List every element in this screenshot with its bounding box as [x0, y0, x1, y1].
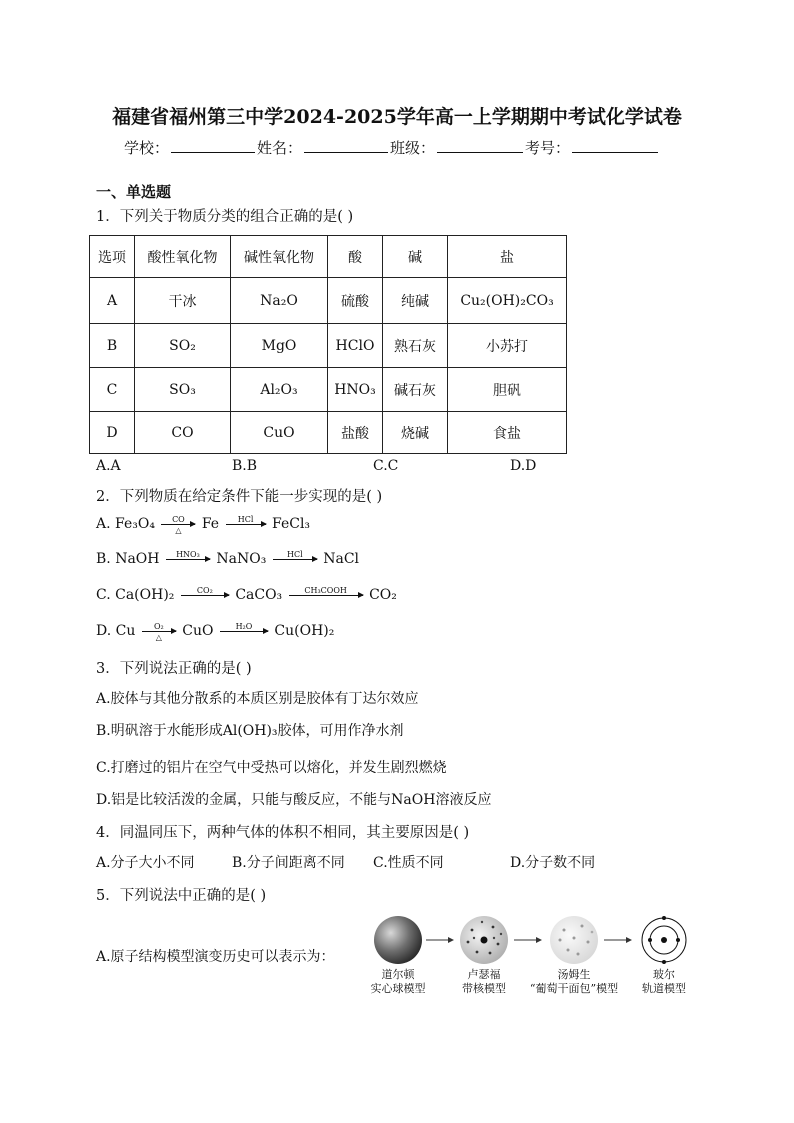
model-desc: “葡萄干面包”模型 — [529, 982, 619, 995]
reaction-arrow — [226, 514, 266, 525]
option-letter: C. — [96, 587, 116, 603]
model-name: 玻尔 — [653, 968, 675, 981]
name-blank[interactable] — [304, 136, 388, 153]
header-cell: 选项 — [90, 236, 135, 278]
arrow-condition: HCl — [286, 549, 303, 559]
arrow-condition: HCl — [237, 514, 254, 524]
table-cell: MgO — [231, 324, 328, 368]
student-info — [124, 136, 660, 158]
table-cell: C — [90, 368, 135, 412]
model-desc: 实心球模型 — [370, 982, 426, 995]
table-cell: CO — [135, 412, 231, 454]
model-name: 汤姆生 — [557, 968, 591, 981]
header-cell: 酸性氧化物 — [135, 236, 231, 278]
thomson-plum-pudding-icon — [550, 916, 598, 964]
header-cell: 碱 — [383, 236, 448, 278]
option-letter: D. — [96, 623, 116, 639]
rutherford-nuclear-model-icon — [460, 916, 508, 964]
model-label-rutherford — [450, 968, 518, 996]
table-header-row — [90, 236, 567, 278]
model-label-dalton — [364, 968, 432, 996]
table-cell: 小苏打 — [448, 324, 567, 368]
arrow-condition: H₂O — [235, 621, 253, 631]
table-cell: 食盐 — [448, 412, 567, 454]
table-cell: 碱石灰 — [383, 368, 448, 412]
formula: FeCl₃ — [272, 516, 311, 532]
q2-option-c[interactable] — [96, 587, 397, 603]
table-row — [90, 324, 567, 368]
school-blank[interactable] — [171, 136, 255, 153]
q5-option-a[interactable]: A.原子结构模型演变历史可以表示为： — [96, 949, 335, 965]
q2-option-d[interactable] — [96, 621, 335, 642]
q4-stem: 4．同温同压下，两种气体的体积不相同，其主要原因是( ) — [96, 825, 470, 841]
model-desc: 带核模型 — [462, 982, 506, 995]
arrow-condition: CO₂ — [196, 585, 213, 595]
arrow-condition: △ — [175, 525, 182, 535]
table-cell: D — [90, 412, 135, 454]
q3-option-d[interactable]: D.铝是比较活泼的金属，只能与酸反应，不能与NaOH溶液反应 — [96, 792, 492, 808]
table-row — [90, 278, 567, 324]
table-cell: 盐酸 — [328, 412, 383, 454]
table-cell: Na₂O — [231, 278, 328, 324]
class-blank[interactable] — [437, 136, 523, 153]
q5-stem: 5．下列说法中正确的是( ) — [96, 888, 267, 904]
formula: Fe₃O₄ — [115, 516, 155, 532]
option-letter: B. — [96, 551, 116, 567]
arrow-condition: O₂ — [153, 621, 164, 631]
table-cell: 干冰 — [135, 278, 231, 324]
model-name: 道尔顿 — [381, 968, 415, 981]
formula: Cu(OH)₂ — [274, 623, 335, 639]
table-cell: 烧碱 — [383, 412, 448, 454]
q2-stem: 2．下列物质在给定条件下能一步实现的是( ) — [96, 489, 383, 505]
q4-option-a[interactable]: A.分子大小不同 — [96, 855, 195, 871]
table-cell: A — [90, 278, 135, 324]
table-cell: 胆矾 — [448, 368, 567, 412]
table-cell: Al₂O₃ — [231, 368, 328, 412]
formula: NaCl — [323, 551, 360, 567]
q4-option-b[interactable]: B.分子间距离不同 — [232, 855, 345, 871]
formula: NaOH — [115, 551, 160, 567]
header-cell: 盐 — [448, 236, 567, 278]
q3-option-c[interactable]: C.打磨过的铝片在空气中受热可以熔化，并发生剧烈燃烧 — [96, 760, 447, 776]
formula: CaCO₃ — [235, 587, 283, 603]
school-label: 学校： — [124, 139, 170, 157]
arrow-condition: HNO₃ — [176, 549, 200, 559]
q1-stem: 1．下列关于物质分类的组合正确的是( ) — [96, 209, 354, 225]
section-heading: 一、单选题 — [96, 183, 172, 201]
table-row — [90, 368, 567, 412]
formula: CO₂ — [369, 587, 397, 603]
table-cell: B — [90, 324, 135, 368]
q1-option-d[interactable]: D.D — [510, 458, 537, 474]
reaction-arrow — [289, 585, 363, 596]
table-cell: 熟石灰 — [383, 324, 448, 368]
q4-option-c[interactable]: C.性质不同 — [373, 855, 444, 871]
q1-table — [89, 235, 567, 454]
table-cell: HNO₃ — [328, 368, 383, 412]
q2-option-b[interactable] — [96, 551, 359, 567]
table-cell: CuO — [231, 412, 328, 454]
q4-option-d[interactable]: D.分子数不同 — [510, 855, 596, 871]
table-cell: 硫酸 — [328, 278, 383, 324]
table-cell: SO₃ — [135, 368, 231, 412]
model-label-thomson — [524, 968, 624, 996]
q1-option-b[interactable]: B.B — [232, 458, 258, 474]
q3-stem: 3．下列说法正确的是( ) — [96, 661, 252, 677]
table-cell: Cu₂(OH)₂CO₃ — [448, 278, 567, 324]
q3-option-a[interactable]: A.胶体与其他分散系的本质区别是胶体有丁达尔效应 — [96, 691, 419, 707]
arrow-condition: CO — [172, 514, 185, 524]
bohr-orbit-model-icon — [642, 916, 686, 964]
reaction-arrow — [181, 585, 229, 596]
q1-option-a[interactable]: A.A — [96, 458, 121, 474]
table-cell: SO₂ — [135, 324, 231, 368]
arrow-icon — [514, 937, 542, 943]
reaction-arrow — [161, 514, 195, 535]
formula: NaNO₃ — [216, 551, 267, 567]
model-desc: 轨道模型 — [642, 982, 686, 995]
formula: Fe — [201, 516, 220, 532]
reaction-arrow — [273, 549, 317, 560]
q2-option-a[interactable] — [96, 514, 311, 535]
q3-option-b[interactable]: B.明矾溶于水能形成Al(OH)₃胶体，可用作净水剂 — [96, 723, 404, 739]
table-cell: 纯碱 — [383, 278, 448, 324]
header-cell: 酸 — [328, 236, 383, 278]
header-cell: 碱性氧化物 — [231, 236, 328, 278]
number-blank[interactable] — [572, 136, 658, 153]
reaction-arrow — [220, 621, 268, 632]
dalton-solid-sphere-icon — [374, 916, 422, 964]
model-name: 卢瑟福 — [467, 968, 501, 981]
atom-models-figure — [364, 908, 704, 972]
reaction-arrow — [142, 621, 176, 642]
model-label-bohr — [630, 968, 698, 996]
reaction-arrow — [166, 549, 210, 560]
number-label: 考号： — [525, 139, 571, 157]
arrow-icon — [604, 937, 632, 943]
formula: Ca(OH)₂ — [115, 587, 175, 603]
formula: Cu — [115, 623, 136, 639]
arrow-condition: CH₃COOH — [304, 585, 347, 595]
arrow-icon — [426, 937, 454, 943]
q1-option-c[interactable]: C.C — [373, 458, 399, 474]
formula: CuO — [182, 623, 214, 639]
class-label: 班级： — [390, 139, 436, 157]
table-cell: HClO — [328, 324, 383, 368]
arrow-condition: △ — [155, 632, 162, 642]
page-title: 福建省福州第三中学2024-2025学年高一上学期期中考试化学试卷 — [112, 106, 682, 128]
option-letter: A. — [96, 516, 116, 532]
name-label: 姓名： — [257, 139, 303, 157]
table-row — [90, 412, 567, 454]
